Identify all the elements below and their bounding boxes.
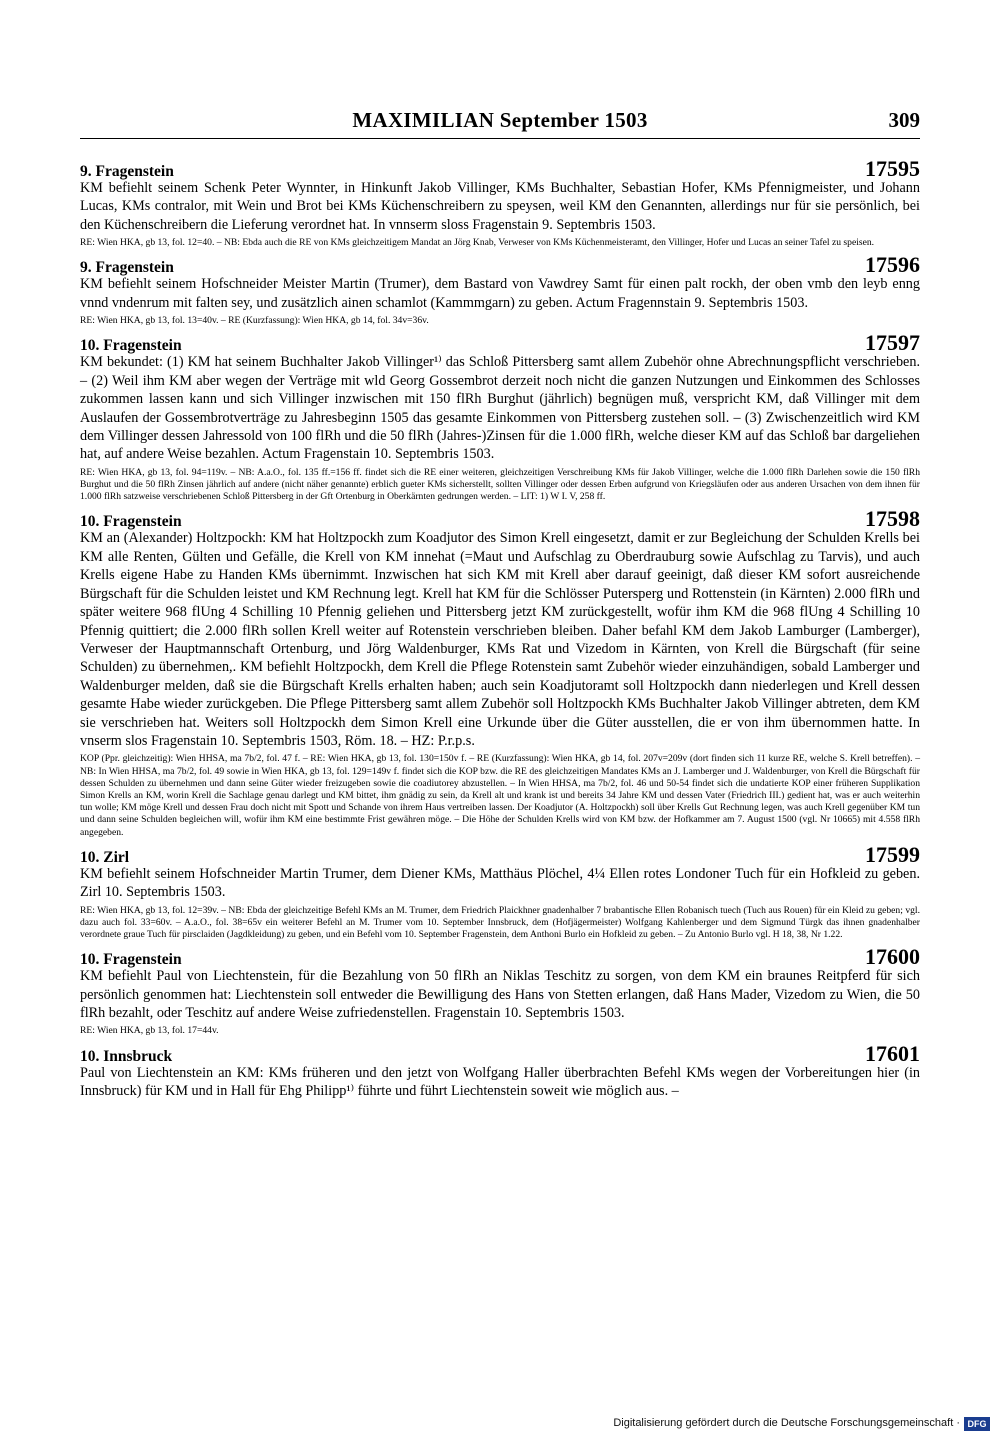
entry-number: 17598 [865,506,920,532]
entry-number: 17599 [865,841,920,867]
funding-credit: Digitalisierung gefördert durch die Deutsche Forschungsgemeinschaft · [613,1417,960,1429]
entry-17598 [80,508,920,838]
entry-note: RE: Wien HKA, gb 13, fol. 94=119v. – NB: A.a.O., fol. 135 ff.=156 ff. findet sich die RE einer weiteren, gleichzeitigen Verschreibung KMs für Jakob Villinger, welche die 1.000 flRh Darlehen sowie die 150 flRh Burghut und die 50 flRh Zinsen jährlich auf andere (nicht näher genannte) erblich gueter KMs sicherstellt, sollten Villinger oder dessen Erben aufgrund von Kriegsläufen oder aus anderen Ursachen von dem ihnen für 1.000 flRh satzweise verschriebenen Schloß Pittersberg in der Gft Ortenburg in Oberkärnten gedrungen werden. – LIT: 1) W I. V, 258 ff. [80,466,920,503]
entry-heading [80,841,920,867]
entry-heading [80,506,920,532]
regesta-list [80,158,920,1105]
footer-bar [0,1415,1000,1434]
entry-date: 9. Fragenstein [80,163,174,180]
entry-number: 17601 [865,1040,920,1066]
entry-note: RE: Wien HKA, gb 13, fol. 12=39v. – NB: Ebda der gleichzeitige Befehl KMs an M. Trumer, dem Friedrich Plaickhner gnadenhalber 7 brabantische Ellen Robanisch tuech (Tuch aus Rouen) für ein Kleid zu geben; vgl. dazu auch fol. 33=60v. – A.a.O., fol. 38=65v ein weiterer Befehl an M. Trumer vom 10. September Innsbruck, dem (Hofjägermeister) Wolfgang Kahlenberger und dem Sigmund Türgk das ihnen gnadenhalber verordnete graue Tuch für pirsclaiden (Jagdkleidung) zu geben, und ein Befehl vom 10. September Fragenstein, dem Anthoni Burlo ein Hofkleid zu geben. – Zu Antonio Burlo vgl. H 18, 38, Nr 1.22. [80,904,920,940]
entry-heading [80,944,920,970]
entry-number: 17596 [865,252,920,278]
entry-17595 [80,158,920,249]
entry-note: RE: Wien HKA, gb 13, fol. 13=40v. – RE (Kurzfassung): Wien HKA, gb 14, fol. 34v=36v. [80,315,429,327]
entry-heading [80,1040,920,1066]
entry-note: KOP (Ppr. gleichzeitig): Wien HHSA, ma 7b/2, fol. 47 f. – RE: Wien HKA, gb 13, fol. 130=150v f. – RE (Kurzfassung): Wien HKA, gb 14, fol. 207v=209v (dort finden sich 11 kurze RE, welche S. Krell betreffen). – NB: In Wien HHSA, ma 7b/2, fol. 49 sowie in Wien HKA, gb 13, fol. 129=149v f. findet sich die KOP bzw. die RE des gleichzeitigen Mandates KMs an J. Lamberger und J. Waldenburger, von Krell die Bürgschaft für dessen Schulden zu übernehmen und dann seine Güter wieder freizugeben sowie die coadiutorey abzustellen. – In Wien HHSA, ma 7b/2, fol. 46 und 50-54 findet sich die undatierte KOP einer früheren Supplikation Simon Krells an KM, worin Krell die Sachlage genau darlegt und KM bittet, ihm gnädig zu sein, da Krell alt und krank ist und bereits 34 Jahre KM und dessen Vater (Friedrich III.) gedient hat, was er auch weiterhin tun wolle; KM möge Krell und dessen Frau doch nicht mit Spott und Schande von ihrem Haus vertreiben lassen. Der Koadjutor (A. Holtzpockh) soll über Krells Gut Rechnung legen, was auch Krell gegenüber KM tun und dann seine Schulden begleichen will, wofür ihm KM eine bestimmte Frist gewähren möge. – Die Höhe der Schulden Krells wird von KM bzw. der Hofkammer am 7. August 1500 (vgl. Nr 10665) mit 4.558 flRh angegeben. [80,753,920,838]
entry-text: KM bekundet: (1) KM hat seinem Buchhalter Jakob Villinger¹⁾ das Schloß Pittersberg samt allem Zubehör ohne Abrechnungspflicht verschrieben. – (2) Weil ihm KM aber wegen der Verträge mit wld Georg Gossembrot derzeit noch nicht die ganzen Nutzungen und Einkommen des Schlosses zukommen lassen kann und sich Villinger inzwischen mit 150 flRh Burghut (jährlich) begnügen muß, verspricht KM, daß Villinger mit dem Auslaufen der Gossembrotverträge zu Jahresbeginn 1505 das gesamte Einkommen von Pittersberg zustehen soll. – (3) Zwischenzeitlich wird KM dem Villinger dessen Jahressold von 100 flRh und die 50 flRh (Jahres-)Zinsen für die 1.000 flRh, welche dieser KM auf das Schloß bar dargeliehen hat, auf andere Weise bezahlen. Actum Fragenstain 10. Septembris 1503. [80,354,920,463]
dfg-logo: DFG [964,1417,990,1431]
entry-17599 [80,841,920,941]
running-header [80,108,920,139]
entry-text: KM befiehlt seinem Hofschneider Martin Trumer, dem Diener KMs, Matthäus Plöchel, 4¼ Ellen rotes Londoner Tuch für ein Hofkleid zu geben. Zirl 10. Septembris 1503. [80,865,920,901]
entry-17596 [80,254,920,327]
entry-heading [80,330,920,356]
entry-date: 10. Fragenstein [80,513,182,531]
entry-date: 10. Innsbruck [80,1047,173,1065]
entry-note: RE: Wien HKA, gb 13, fol. 12=40. – NB: Ebda auch die RE von KMs gleichzeitigem Mandat an Jörg Knab, Verweser von KMs Küchenmeisteramt, den Villinger, Hofer und Lucas an seiner Tafel zu speisen. [80,237,875,249]
entry-date: 10. Fragenstein [80,951,182,969]
entry-text: KM an (Alexander) Holtzpockh: KM hat Holtzpockh zum Koadjutor des Simon Krell eingesetzt, damit er zur Begleichung der Schulden Krells bei KM alle Renten, Gülten und Gefälle, die Krell von KM innehat (=Maut und Aufschlag zu Oberdrauburg sowie Aufschlag zu Tarvis), und auch Krells eigene Habe zu Handen KMs übernimmt. Inzwischen hat sich KM mit Krell aber darauf geeinigt, daß dieser KM sofort ausreichende Bürgschaft für die Schulden leistet und KM Rechnung legt. Krell hat KM für die Schlösser Putersperg und Rottenstein (in Kärnten) 2.000 flRh und später weitere 968 flUng 4 Schilling 10 Pfennig geliehen und Pittersberg jetzt KM zurückgestellt, wofür ihm KM die 968 flUng 4 Schilling 10 Pfennig quittiert; die 2.000 flRh sollen Krell weiter auf Rotenstein verschrieben bleiben. Daher befahl KM dem Jakob Lamburger (Lamberger), Verweser der Hauptmannschaft Ortenburg, und Jörg Waldenburger, KMs Rat und Vizedom in Kärnten, von Krell die Bürgschaft (für seine Schulden) zu übernehmen,. KM befiehlt Holtzpockh, dem Krell die Pflege Rotenstein samt Zubehör wieder einzuhändigen, sobald Lamberger und Waldenburger melden, daß sie die Bürgschaft Krells erhalten haben; auch sein Koadjutoramt soll Holtzpockh dann niederlegen und Krell dessen gesamte Habe wieder zurückgeben. Die Pflege Pittersberg samt allem Zubehör soll Holtzpockh KMs Buchhalter Jakob Villinger abtreten, dem KM sie verschrieben hat. Weiters soll Holtzpockh dem Simon Krell eine Urkunde über die Güter ausstellen, die er von ihm übernommen hatte. In vnserm slos Fragenstain 10. Septembris 1503, Röm. 18. – HZ: P.r.p.s. [80,530,920,749]
running-title: MAXIMILIAN September 1503 [352,108,648,132]
entry-17601 [80,1040,920,1101]
entry-number: 17600 [865,944,920,970]
entry-text: Paul von Liechtenstein an KM: KMs früheren und den jetzt von Wolfgang Haller überbrachten Befehl KMs wegen der Vorbereitungen hier (in Innsbruck) für KM und in Hall für Ehg Philipp¹⁾ führte und führt Liechtenstein soweit wie möglich aus. – [80,1064,920,1100]
entry-17600 [80,946,920,1037]
entry-note: RE: Wien HKA, gb 13, fol. 17=44v. [80,1025,219,1037]
entry-text: KM befiehlt Paul von Liechtenstein, für die Bezahlung von 50 flRh an Niklas Teschitz zu sorgen, von dem KM ein braunes Reitpferd für sich persönlich genommen hat: Liechtenstein soll entweder die Bewilligung des Hans von Stetten erlangen, daß Hans Mader, Vizedom zu Wien, die 50 flRh bezahlt, oder Teschitz auf andere Weise zufriedenstellen. Fragenstain 10. Septembris 1503. [80,968,920,1022]
entry-date: 10. Zirl [80,848,130,866]
entry-text: KM befiehlt seinem Hofschneider Meister Martin (Trumer), dem Bastard von Vawdrey Samt für einen palt rockh, der oben vmb den leyb enng vnnd vndenrum mit falten sey, und zusätzlich ainen schamlot (Kammmgarn) zu geben. Actum Fragennstain 9. Septembris 1503. [80,276,920,311]
entry-heading [80,158,920,179]
page-number: 309 [888,108,920,132]
entry-text: KM befiehlt seinem Schenk Peter Wynnter, in Hinkunft Jakob Villinger, KMs Buchhalter, Sebastian Hofer, KMs Pfennigmeister, und Johann Lucas, KMs contralor, mit Wein und Brot bei KMs Küchenschreibern zu speysen, weil KM den Genannten, allerdings nur für sie persönlich, bei den Küchenschreibern die Lieferung verordnet hat. In vnnserm sloss Fragenstain 9. Septembris 1503. [80,180,920,233]
entry-number: 17595 [865,156,920,181]
entry-date: 10. Fragenstein [80,337,182,355]
entry-number: 17597 [865,330,920,356]
entry-heading [80,252,920,278]
entry-date: 9. Fragenstein [80,259,174,277]
entry-17597 [80,332,920,503]
